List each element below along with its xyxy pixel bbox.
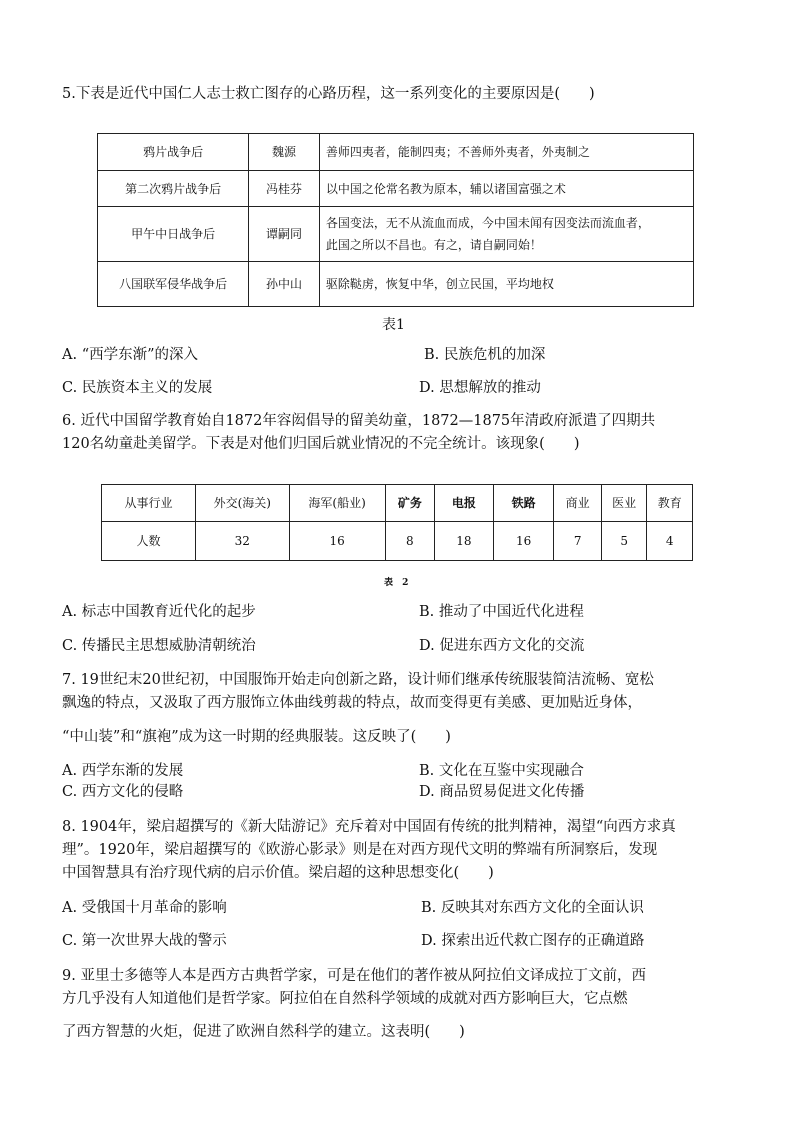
value-cell: 16 bbox=[289, 522, 385, 561]
option-b[interactable]: B. 文化在互鉴中实现融合 bbox=[419, 763, 584, 779]
value-cell: 4 bbox=[647, 522, 693, 561]
person-cell: 魏源 bbox=[249, 134, 320, 171]
q7-stem-line: 7. 19世纪末20世纪初，中国服饰开始走向创新之路，设计师们继承传统服装简洁流畅、宽松 bbox=[62, 672, 654, 688]
quote-cell bbox=[319, 207, 693, 262]
value-cell: 18 bbox=[435, 522, 494, 561]
header-cell: 教育 bbox=[647, 485, 693, 522]
header-cell: 矿务 bbox=[385, 485, 434, 522]
table-row bbox=[98, 262, 694, 307]
value-cell: 16 bbox=[493, 522, 554, 561]
era-cell: 甲午中日战争后 bbox=[98, 207, 249, 262]
value-cell: 8 bbox=[385, 522, 434, 561]
table-row bbox=[98, 171, 694, 207]
q6-stem-line: 120名幼童赴美留学。下表是对他们归国后就业情况的不完全统计。该现象( ) bbox=[62, 436, 580, 452]
q9-stem-line: 方几乎没有人知道他们是哲学家。阿拉伯在自然科学领域的成就对西方影响巨大，它点燃 bbox=[62, 991, 628, 1007]
q5-table bbox=[97, 133, 694, 307]
era-cell: 鸦片战争后 bbox=[98, 134, 249, 171]
option-a[interactable]: A. “西学东渐”的深入 bbox=[62, 347, 199, 363]
header-cell: 海军(船业) bbox=[289, 485, 385, 522]
header-cell: 电报 bbox=[435, 485, 494, 522]
quote-cell: 驱除鞑虏，恢复中华，创立民国，平均地权 bbox=[319, 262, 693, 307]
table-header-row bbox=[102, 485, 693, 522]
option-d[interactable]: D. 促进东西方文化的交流 bbox=[419, 638, 585, 654]
header-cell: 外交(海关) bbox=[196, 485, 289, 522]
option-b[interactable]: B. 反映其对东西方文化的全面认识 bbox=[421, 900, 644, 916]
q7-stem-line: 飘逸的特点，又汲取了西方服饰立体曲线剪裁的特点，故而变得更有美感、更加贴近身体， bbox=[62, 695, 642, 711]
header-cell: 医业 bbox=[601, 485, 647, 522]
q9-stem-line: 9. 亚里士多德等人本是西方古典哲学家，可是在他们的著作被从阿拉伯文译成拉丁文前，西 bbox=[62, 968, 646, 984]
option-c[interactable]: C. 西方文化的侵略 bbox=[62, 784, 184, 800]
q8-stem-line: 中国智慧具有治疗现代病的启示价值。梁启超的这种思想变化( ) bbox=[62, 865, 494, 881]
q7-stem-line: “中山装”和“旗袍”成为这一时期的经典服装。这反映了( ) bbox=[62, 729, 451, 745]
value-cell: 7 bbox=[554, 522, 601, 561]
table-row bbox=[98, 134, 694, 171]
table-caption: 表1 bbox=[382, 317, 405, 333]
quote-line: 各国变法，无不从流血而成，今中国未闻有因变法而流血者， bbox=[325, 216, 650, 230]
q8-stem-line: 理”。1920年，梁启超撰写的《欧游心影录》则是在对西方现代文明的弊端有所洞察后，发现 bbox=[62, 842, 658, 858]
era-cell: 八国联军侵华战争后 bbox=[98, 262, 249, 307]
table-caption: 表 2 bbox=[384, 578, 412, 588]
option-d[interactable]: D. 商品贸易促进文化传播 bbox=[419, 784, 585, 800]
option-b[interactable]: B. 推动了中国近代化进程 bbox=[419, 604, 584, 620]
q6-table bbox=[101, 484, 693, 561]
option-c[interactable]: C. 传播民主思想威胁清朝统治 bbox=[62, 638, 256, 654]
option-d[interactable]: D. 探索出近代救亡图存的正确道路 bbox=[421, 933, 645, 949]
header-cell: 从事行业 bbox=[102, 485, 196, 522]
person-cell: 冯桂芬 bbox=[249, 171, 320, 207]
option-c[interactable]: C. 民族资本主义的发展 bbox=[62, 380, 213, 396]
q9-stem-line: 了西方智慧的火炬，促进了欧洲自然科学的建立。这表明( ) bbox=[62, 1024, 465, 1040]
header-cell: 铁路 bbox=[493, 485, 554, 522]
quote-line: 此国之所以不昌也。有之，请自嗣同始！ bbox=[325, 238, 542, 252]
option-a[interactable]: A. 标志中国教育近代化的起步 bbox=[62, 604, 256, 620]
table-row bbox=[102, 522, 693, 561]
quote-cell: 善师四夷者，能制四夷；不善师外夷者，外夷制之 bbox=[319, 134, 693, 171]
option-b[interactable]: B. 民族危机的加深 bbox=[424, 347, 546, 363]
value-cell: 32 bbox=[196, 522, 289, 561]
quote-cell: 以中国之伦常名教为原本，辅以诸国富强之术 bbox=[319, 171, 693, 207]
q8-stem-line: 8. 1904年，梁启超撰写的《新大陆游记》充斥着对中国固有传统的批判精神，渴望“向西方求真 bbox=[62, 819, 676, 835]
q6-stem-line: 6. 近代中国留学教育始自1872年容闳倡导的留美幼童，1872—1875年清政府派遣了四期共 bbox=[62, 413, 656, 429]
option-c[interactable]: C. 第一次世界大战的警示 bbox=[62, 933, 227, 949]
option-a[interactable]: A. 西学东渐的发展 bbox=[62, 763, 184, 779]
table-row bbox=[98, 207, 694, 262]
header-cell: 商业 bbox=[554, 485, 601, 522]
person-cell: 谭嗣同 bbox=[249, 207, 320, 262]
era-cell: 第二次鸦片战争后 bbox=[98, 171, 249, 207]
option-d[interactable]: D. 思想解放的推动 bbox=[419, 380, 541, 396]
person-cell: 孙中山 bbox=[249, 262, 320, 307]
row-label-cell: 人数 bbox=[102, 522, 196, 561]
option-a[interactable]: A. 受俄国十月革命的影响 bbox=[62, 900, 227, 916]
q5-stem: 5.下表是近代中国仁人志士救亡图存的心路历程，这一系列变化的主要原因是( ) bbox=[62, 86, 595, 102]
value-cell: 5 bbox=[601, 522, 647, 561]
